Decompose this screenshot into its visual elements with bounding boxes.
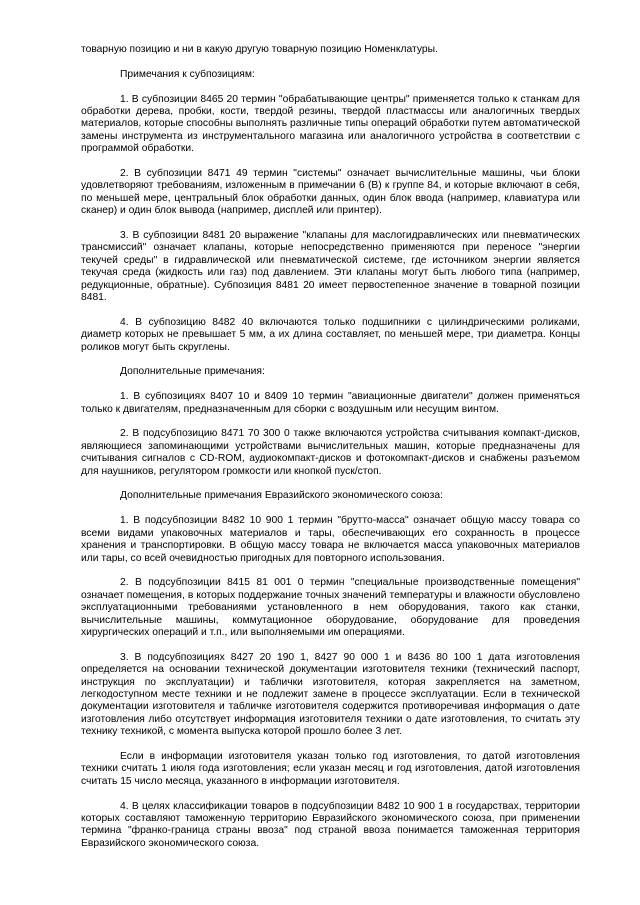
eaeu-note-1: 1. В подсубпозиции 8482 10 900 1 термин "брутто-масса" означает общую массу товара со всеми видами упаковочных материалов и тары, обеспечивающих его сохранность в процессе хранения и транспортировки. В общую массу товара не включается масса упаковочных материалов или тары, со всей очевидностью пригодных для повторного использования. [81, 515, 580, 564]
subposition-note-1: 1. В субпозиции 8465 20 термин "обрабатывающие центры" применяется только к станкам для обработки дерева, пробки, кости, твердой резины, твердой пластмассы или аналогичных твердых материалов, которые способны выполнять различные типы операций обработки путем автоматической замены инструмента из инструментального магазина или аналогичного устройства в соответствии с программой обработки. [81, 93, 580, 155]
section-heading-subposition-notes: Примечания к субпозициям: [120, 68, 255, 80]
additional-note-2: 2. В подсубпозицию 8471 70 300 0 также включаются устройства считывания компакт-дисков, являющиеся запоминающими устройствами вычислительных машин, которые предназначены для считывания сигналов с CD-ROM, аудиокомпакт-дисков и фотокомпакт-дисков и снабжены разъемом для наушников, регулятором громкости или кнопкой пуск/стоп. [81, 428, 580, 477]
eaeu-note-3-continuation: Если в информации изготовителя указан только год изготовления, то датой изготовления техники считать 1 июля года изготовления; если указан месяц и год изготовления, датой изготовления считать 15 число месяца, указанного в информации изготовителя. [81, 750, 580, 787]
paragraph-continuation: товарную позицию и ни в какую другую товарную позицию Номенклатуры. [81, 44, 438, 55]
document-page [81, 44, 580, 863]
subposition-note-4: 4. В субпозицию 8482 40 включаются только подшипники с цилиндрическими роликами, диаметр которых не превышает 5 мм, а их длина составляет, по меньшей мере, три диаметра. Концы роликов могут быть скруглены. [81, 316, 580, 353]
eaeu-note-2: 2. В подсубпозиции 8415 81 001 0 термин "специальные производственные помещения" означает помещения, в которых поддержание точных значений температуры и влажности обусловлено эксплуатационными требованиями установленного в нем оборудования, такого как станки, вычислительные машины, коммутационное оборудование, оборудование для проведения хирургических операций и т.п., или выполняемыми им операциями. [81, 577, 580, 638]
section-heading-eaeu-notes: Дополнительные примечания Евразийского экономического союза: [120, 490, 443, 502]
additional-note-1: 1. В субпозициях 8407 10 и 8409 10 термин "авиационные двигатели" должен применяться только к двигателям, предназначенным для сборки с воздушным или несущим винтом. [81, 391, 580, 415]
subposition-note-2: 2. В субпозиции 8471 49 термин "системы" означает вычислительные машины, чьи блоки удовлетворяют требованиям, изложенным в примечании 6 (B) к группе 84, и которые включают в себя, по меньшей мере, центральный блок обработки данных, один блок ввода (например, клавиатура или сканер) и один блок вывода (например, дисплей или принтер). [81, 168, 580, 217]
section-heading-additional-notes: Дополнительные примечания: [120, 366, 265, 378]
subposition-note-3: 3. В субпозиции 8481 20 выражение "клапаны для маслогидравлических или пневматических трансмиссий" означает клапаны, которые непосредственно применяются при переносе "энергии текучей среды" в гидравлической или пневматической системе, где источником энергии является текучая среда (жидкость или газ) под давлением. Эти клапаны могут быть любого типа (например, редукционные, обратные). Субпозиция 8481 20 имеет первостепенное значение в товарной позиции 8481. [81, 230, 580, 304]
eaeu-note-4: 4. В целях классификации товаров в подсубпозиции 8482 10 900 1 в государствах, территории которых составляют таможенную территорию Евразийского экономического союза, при применении термина "франко-граница страны ввоза" под страной ввоза понимается таможенная территория Евразийского экономического союза. [81, 800, 580, 849]
eaeu-note-3: 3. В подсубпозициях 8427 20 190 1, 8427 90 000 1 и 8436 80 100 1 дата изготовления определяется на основании технической документации изготовителя техники (технический паспорт, инструкция по эксплуатации) и таблички изготовителя, которая закрепляется на заметном, легкодоступном месте техники и не подлежит замене в процессе эксплуатации. Если в технической документации изготовителя и табличке изготовителя содержится противоречивая информация о дате изготовления либо отсутствует информация изготовителя техники о дате изготовления, то считать эту технику техникой, с момента выпуска которой прошло более 3 лет. [81, 651, 580, 738]
